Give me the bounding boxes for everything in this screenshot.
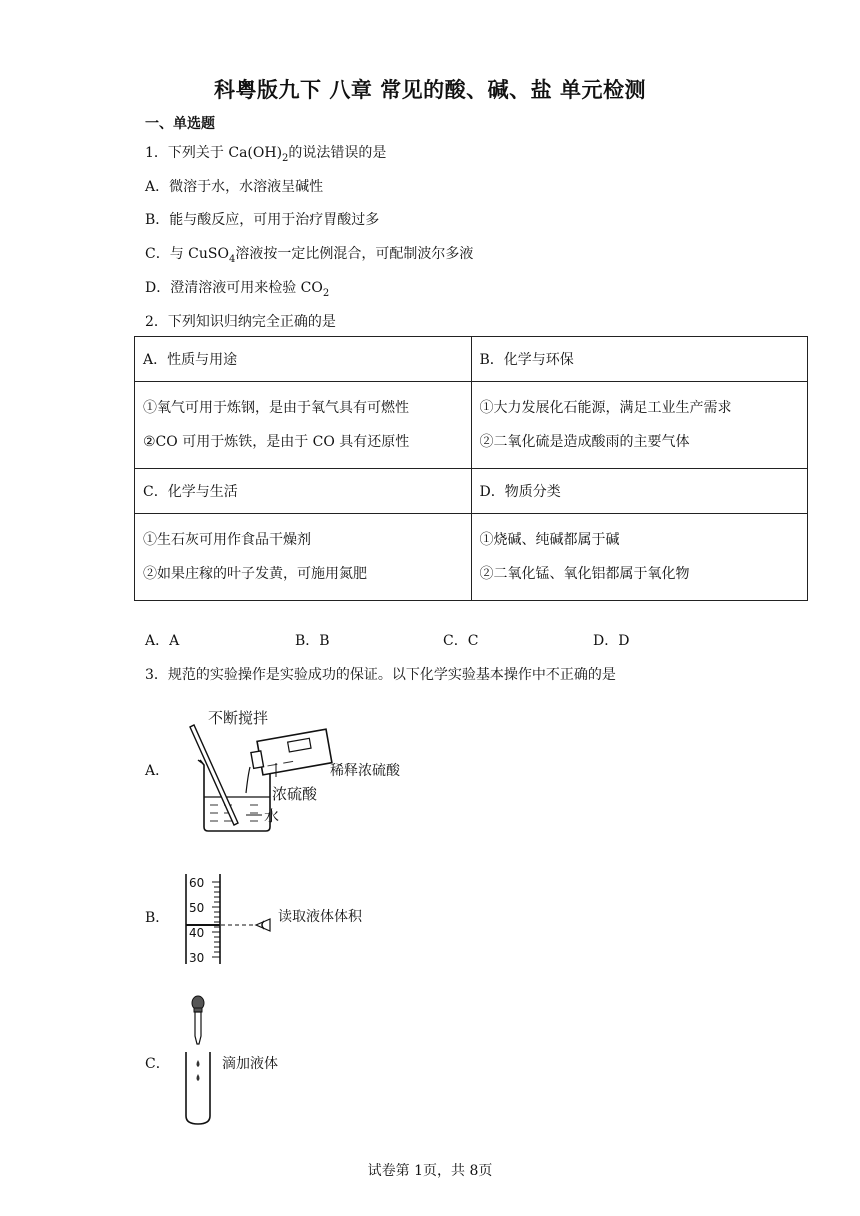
dilution-figure bbox=[180, 705, 340, 835]
q3-option-c-caption: 滴加液体 bbox=[222, 1056, 278, 1072]
q2-option-b: B．B bbox=[295, 633, 330, 649]
page-footer: 试卷第 1页，共 8页 bbox=[367, 1163, 493, 1179]
cell-b-body bbox=[471, 382, 808, 469]
q3-option-a-caption: 稀释浓硫酸 bbox=[330, 763, 400, 779]
cell-b-item-2: ②二氧化硫是造成酸雨的主要气体 bbox=[479, 434, 690, 450]
cell-a-head: A．性质与用途 bbox=[135, 337, 472, 382]
knowledge-table bbox=[134, 336, 808, 601]
q1-option-c: C．与 CuSO$_4$溶液按一定比例混合，可配制波尔多液 bbox=[145, 246, 474, 265]
q1-option-d: D．澄清溶液可用来检验 $CO_2$ bbox=[145, 280, 330, 299]
cell-b-item-1: ①大力发展化石能源，满足工业生产需求 bbox=[479, 400, 732, 416]
tick-60: 60 bbox=[189, 876, 205, 890]
q3-option-b-label: B． bbox=[145, 910, 170, 926]
section-heading: 一、单选题 bbox=[145, 116, 215, 132]
q2-option-a: A．A bbox=[145, 633, 180, 649]
q1-stem: 1．下列关于 $Ca(OH)_2$的说法错误的是 bbox=[145, 145, 387, 164]
q3-option-b-caption: 读取液体体积 bbox=[278, 909, 362, 925]
cell-a-body bbox=[135, 382, 472, 469]
q2-option-d: D．D bbox=[593, 633, 630, 649]
cell-a-item-2: ②CO 可用于炼铁，是由于 CO 具有还原性 bbox=[143, 434, 410, 450]
q1-option-b: B．能与酸反应，可用于治疗胃酸过多 bbox=[145, 212, 380, 228]
page-title: 科粤版九下 八章 常见的酸、碱、盐 单元检测 bbox=[214, 77, 646, 102]
tick-30: 30 bbox=[189, 951, 205, 965]
cell-c-body bbox=[135, 514, 472, 601]
cell-d-item-2: ②二氧化锰、氧化铝都属于氧化物 bbox=[479, 566, 690, 582]
cell-b-head: B．化学与环保 bbox=[471, 337, 808, 382]
cell-c-item-2: ②如果庄稼的叶子发黄，可施用氮肥 bbox=[143, 566, 367, 582]
water-label: 水 bbox=[264, 807, 280, 825]
q2-option-c: C．C bbox=[443, 633, 479, 649]
stir-label: 不断搅拌 bbox=[208, 709, 269, 727]
tick-50: 50 bbox=[189, 901, 205, 915]
cell-d-body bbox=[471, 514, 808, 601]
q3-stem: 3．规范的实验操作是实验成功的保证。以下化学实验基本操作中不正确的是 bbox=[145, 667, 616, 683]
cell-a-item-1: ①氧气可用于炼钢，是由于氧气具有可燃性 bbox=[143, 400, 409, 416]
q3-option-a-label: A． bbox=[145, 763, 170, 779]
cell-d-head: D．物质分类 bbox=[471, 469, 808, 514]
q1-option-a: A．微溶于水，水溶液呈碱性 bbox=[145, 179, 324, 195]
tick-40: 40 bbox=[189, 926, 205, 940]
cell-c-head: C．化学与生活 bbox=[135, 469, 472, 514]
cell-d-item-1: ①烧碱、纯碱都属于碱 bbox=[479, 532, 620, 548]
cylinder-figure bbox=[180, 872, 280, 968]
cell-c-item-1: ①生石灰可用作食品干燥剂 bbox=[143, 532, 311, 548]
q3-option-c-label: C． bbox=[145, 1056, 170, 1072]
acid-label: 浓硫酸 bbox=[272, 785, 318, 803]
dropper-figure bbox=[180, 994, 220, 1126]
q2-stem: 2．下列知识归纳完全正确的是 bbox=[145, 314, 336, 330]
